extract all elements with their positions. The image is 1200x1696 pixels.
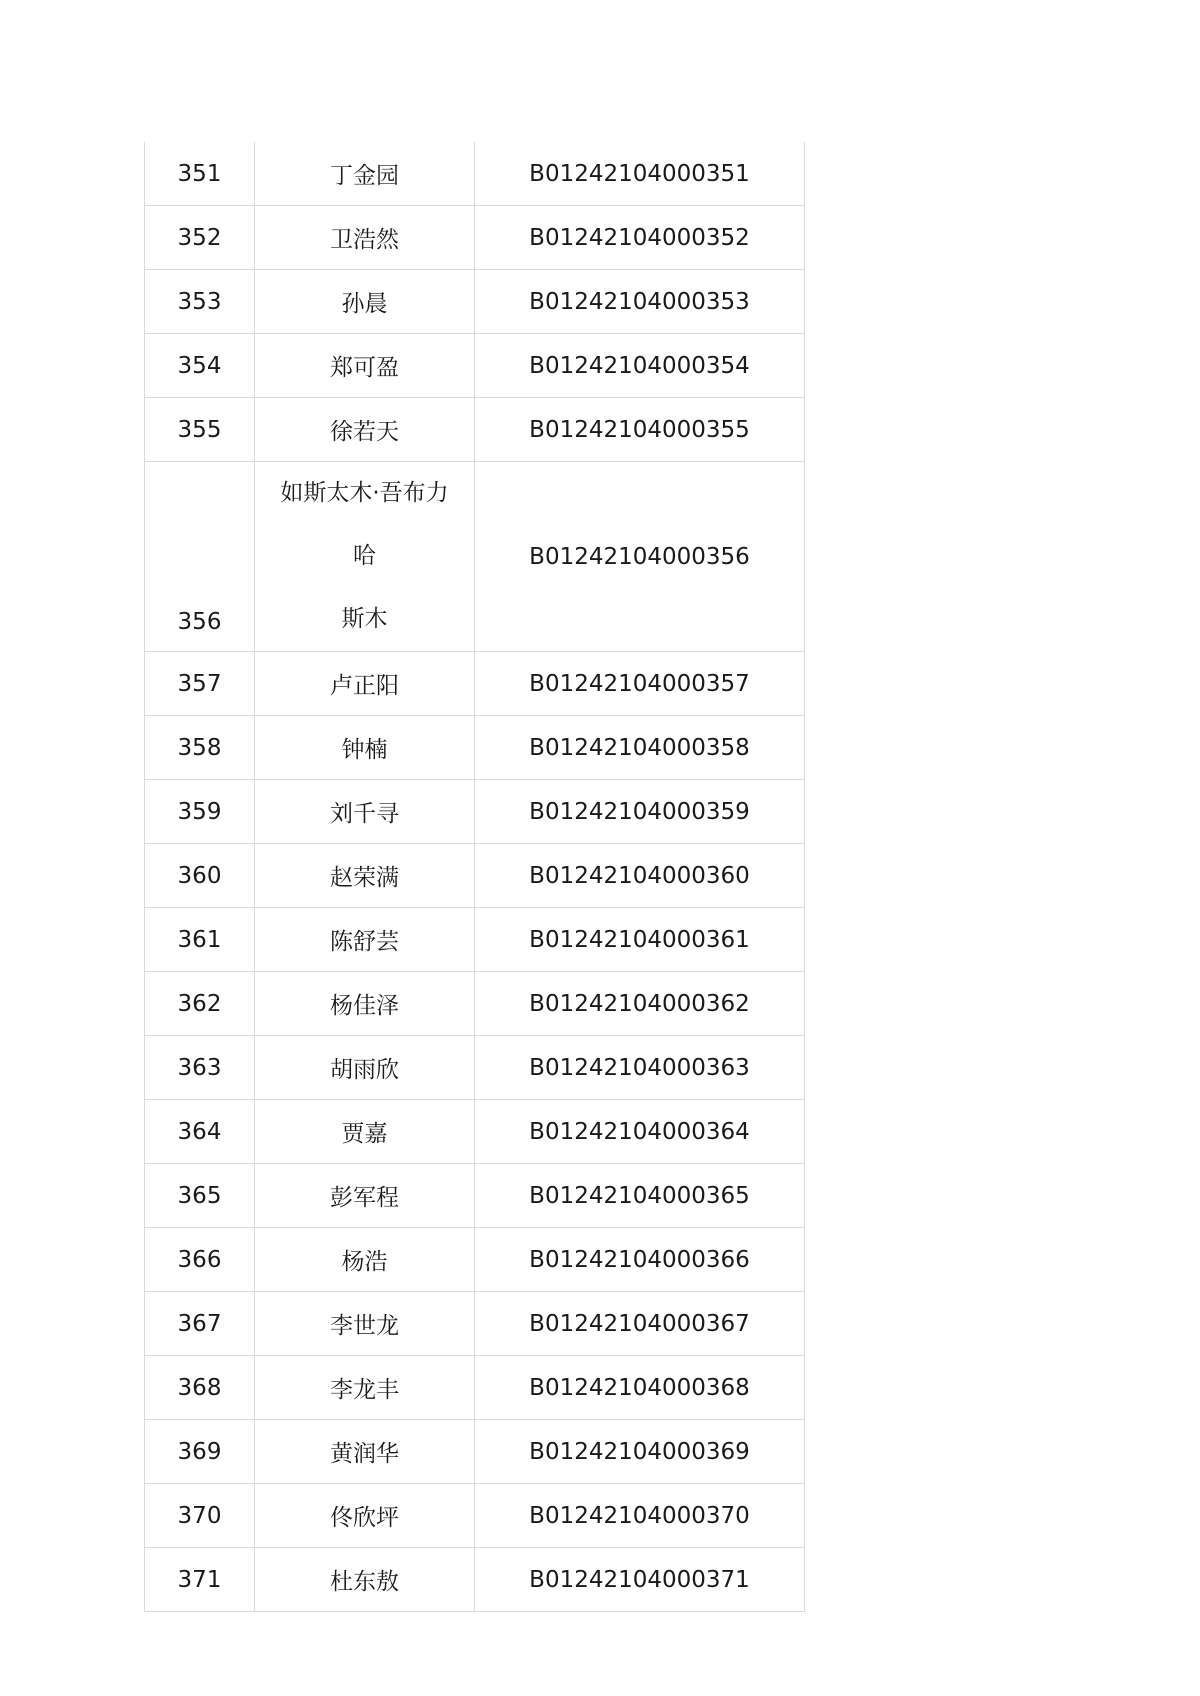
row-number: 354: [145, 334, 255, 398]
table-row: [145, 1484, 805, 1548]
student-id: B01242104000352: [475, 206, 805, 270]
student-id: B01242104000359: [475, 780, 805, 844]
row-number: 361: [145, 908, 255, 972]
student-id: B01242104000357: [475, 652, 805, 716]
student-name: 卫浩然: [255, 206, 475, 270]
student-id: B01242104000354: [475, 334, 805, 398]
student-id: B01242104000360: [475, 844, 805, 908]
student-id: B01242104000353: [475, 270, 805, 334]
student-name-line-1: 如斯太木·吾布力哈: [280, 480, 449, 569]
row-number: 360: [145, 844, 255, 908]
student-name: 郑可盈: [255, 334, 475, 398]
table-row: [145, 206, 805, 270]
roster-table-body: [145, 142, 805, 1612]
student-name-line-2: 斯木: [341, 606, 388, 632]
student-name: 钟楠: [255, 716, 475, 780]
table-row: [145, 1100, 805, 1164]
row-number: 358: [145, 716, 255, 780]
row-number: 352: [145, 206, 255, 270]
row-number: 355: [145, 398, 255, 462]
row-number: 363: [145, 1036, 255, 1100]
table-row: [145, 1420, 805, 1484]
student-id: B01242104000362: [475, 972, 805, 1036]
student-name: 李龙丰: [255, 1356, 475, 1420]
student-name: 胡雨欣: [255, 1036, 475, 1100]
student-name: 佟欣坪: [255, 1484, 475, 1548]
student-id: B01242104000361: [475, 908, 805, 972]
table-row: [145, 972, 805, 1036]
table-row: [145, 1228, 805, 1292]
table-row: [145, 780, 805, 844]
table-row: [145, 142, 805, 206]
table-row: [145, 716, 805, 780]
student-name: 杜东敖: [255, 1548, 475, 1612]
table-row: [145, 908, 805, 972]
row-number: 370: [145, 1484, 255, 1548]
student-name: 杨浩: [255, 1228, 475, 1292]
row-number: 365: [145, 1164, 255, 1228]
student-id: B01242104000368: [475, 1356, 805, 1420]
student-name: 刘千寻: [255, 780, 475, 844]
table-row: [145, 398, 805, 462]
table-row: [145, 1164, 805, 1228]
table-row: [145, 270, 805, 334]
student-name: 丁金园: [255, 142, 475, 206]
student-id: B01242104000355: [475, 398, 805, 462]
student-id: B01242104000366: [475, 1228, 805, 1292]
row-number: 368: [145, 1356, 255, 1420]
student-id: B01242104000363: [475, 1036, 805, 1100]
row-number: 371: [145, 1548, 255, 1612]
table-row: [145, 1036, 805, 1100]
student-name: 孙晨: [255, 270, 475, 334]
student-id: B01242104000364: [475, 1100, 805, 1164]
table-row: [145, 334, 805, 398]
table-row: [145, 1356, 805, 1420]
table-row: [145, 1548, 805, 1612]
row-number: 367: [145, 1292, 255, 1356]
row-number: 364: [145, 1100, 255, 1164]
row-number: 359: [145, 780, 255, 844]
table-row: [145, 1292, 805, 1356]
table-row: [145, 652, 805, 716]
student-name: 彭军程: [255, 1164, 475, 1228]
student-id: B01242104000351: [475, 142, 805, 206]
student-name: 李世龙: [255, 1292, 475, 1356]
student-id: B01242104000371: [475, 1548, 805, 1612]
student-name: 卢正阳: [255, 652, 475, 716]
row-number: 362: [145, 972, 255, 1036]
student-id: B01242104000369: [475, 1420, 805, 1484]
row-number: 351: [145, 142, 255, 206]
student-id: B01242104000356: [475, 462, 805, 652]
roster-table: [144, 142, 805, 1612]
student-name: 杨佳泽: [255, 972, 475, 1036]
student-name: 赵荣满: [255, 844, 475, 908]
row-number: 357: [145, 652, 255, 716]
student-name: 徐若天: [255, 398, 475, 462]
student-id: B01242104000358: [475, 716, 805, 780]
student-name: 贾嘉: [255, 1100, 475, 1164]
student-id: B01242104000365: [475, 1164, 805, 1228]
table-row: [145, 844, 805, 908]
row-number: 366: [145, 1228, 255, 1292]
row-number: 353: [145, 270, 255, 334]
student-id: B01242104000367: [475, 1292, 805, 1356]
student-name: 陈舒芸: [255, 908, 475, 972]
student-id: B01242104000370: [475, 1484, 805, 1548]
row-number: 369: [145, 1420, 255, 1484]
row-number: 356: [145, 462, 255, 652]
student-name: [255, 462, 475, 652]
student-name: 黄润华: [255, 1420, 475, 1484]
table-row: [145, 462, 805, 652]
